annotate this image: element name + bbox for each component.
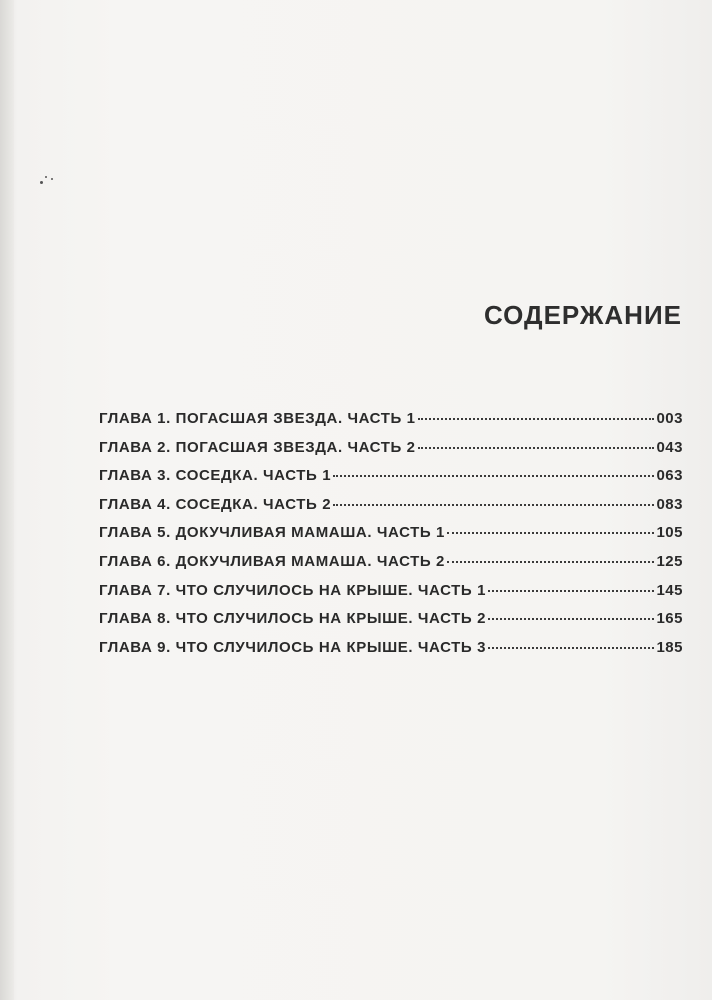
toc-entry xyxy=(99,439,683,468)
toc-entry-label: ГЛАВА 9. ЧТО СЛУЧИЛОСЬ НА КРЫШЕ. ЧАСТЬ 3 xyxy=(99,638,487,656)
toc-entry-page: 165 xyxy=(656,610,683,628)
toc-dot-leader xyxy=(333,504,654,506)
toc-entry-label: ГЛАВА 4. СОСЕДКА. ЧАСТЬ 2 xyxy=(99,495,332,513)
toc-entry-label: ГЛАВА 6. ДОКУЧЛИВАЯ МАМАША. ЧАСТЬ 2 xyxy=(99,552,445,570)
toc-entry-page: 083 xyxy=(656,495,683,513)
toc-entry-page: 145 xyxy=(656,581,683,599)
toc-entry-page: 003 xyxy=(656,410,683,427)
toc-dot-leader xyxy=(418,447,655,449)
toc-entry xyxy=(99,467,683,496)
toc-dot-leader xyxy=(488,590,654,592)
table-of-contents xyxy=(99,410,683,667)
toc-entry xyxy=(99,610,683,639)
toc-entry-page: 105 xyxy=(656,524,683,542)
toc-entry-page: 185 xyxy=(656,638,683,656)
toc-entry-page: 063 xyxy=(656,467,683,485)
toc-entry xyxy=(99,582,683,611)
toc-dot-leader xyxy=(333,475,654,477)
toc-entry xyxy=(99,410,683,439)
toc-entry-label: ГЛАВА 1. ПОГАСШАЯ ЗВЕЗДА. ЧАСТЬ 1 xyxy=(99,410,416,427)
toc-dot-leader xyxy=(488,647,654,649)
toc-entry xyxy=(99,524,683,553)
print-speck xyxy=(51,178,53,180)
toc-dot-leader xyxy=(418,418,655,420)
toc-entry-label: ГЛАВА 3. СОСЕДКА. ЧАСТЬ 1 xyxy=(99,467,332,485)
toc-entry xyxy=(99,639,683,668)
toc-dot-leader xyxy=(447,532,654,534)
toc-entry-label: ГЛАВА 5. ДОКУЧЛИВАЯ МАМАША. ЧАСТЬ 1 xyxy=(99,524,445,542)
print-speck xyxy=(40,181,43,184)
toc-entry-label: ГЛАВА 7. ЧТО СЛУЧИЛОСЬ НА КРЫШЕ. ЧАСТЬ 1 xyxy=(99,581,487,599)
toc-entry-label: ГЛАВА 2. ПОГАСШАЯ ЗВЕЗДА. ЧАСТЬ 2 xyxy=(99,438,416,456)
page-spine-edge xyxy=(0,0,14,1000)
toc-entry xyxy=(99,496,683,525)
print-speck xyxy=(45,176,47,178)
toc-entry-label: ГЛАВА 8. ЧТО СЛУЧИЛОСЬ НА КРЫШЕ. ЧАСТЬ 2 xyxy=(99,610,487,628)
toc-entry xyxy=(99,553,683,582)
toc-entry-page: 125 xyxy=(656,552,683,570)
toc-dot-leader xyxy=(447,561,654,563)
page-title: СОДЕРЖАНИЕ xyxy=(484,300,682,330)
toc-entry-page: 043 xyxy=(656,438,683,456)
toc-dot-leader xyxy=(488,618,654,620)
